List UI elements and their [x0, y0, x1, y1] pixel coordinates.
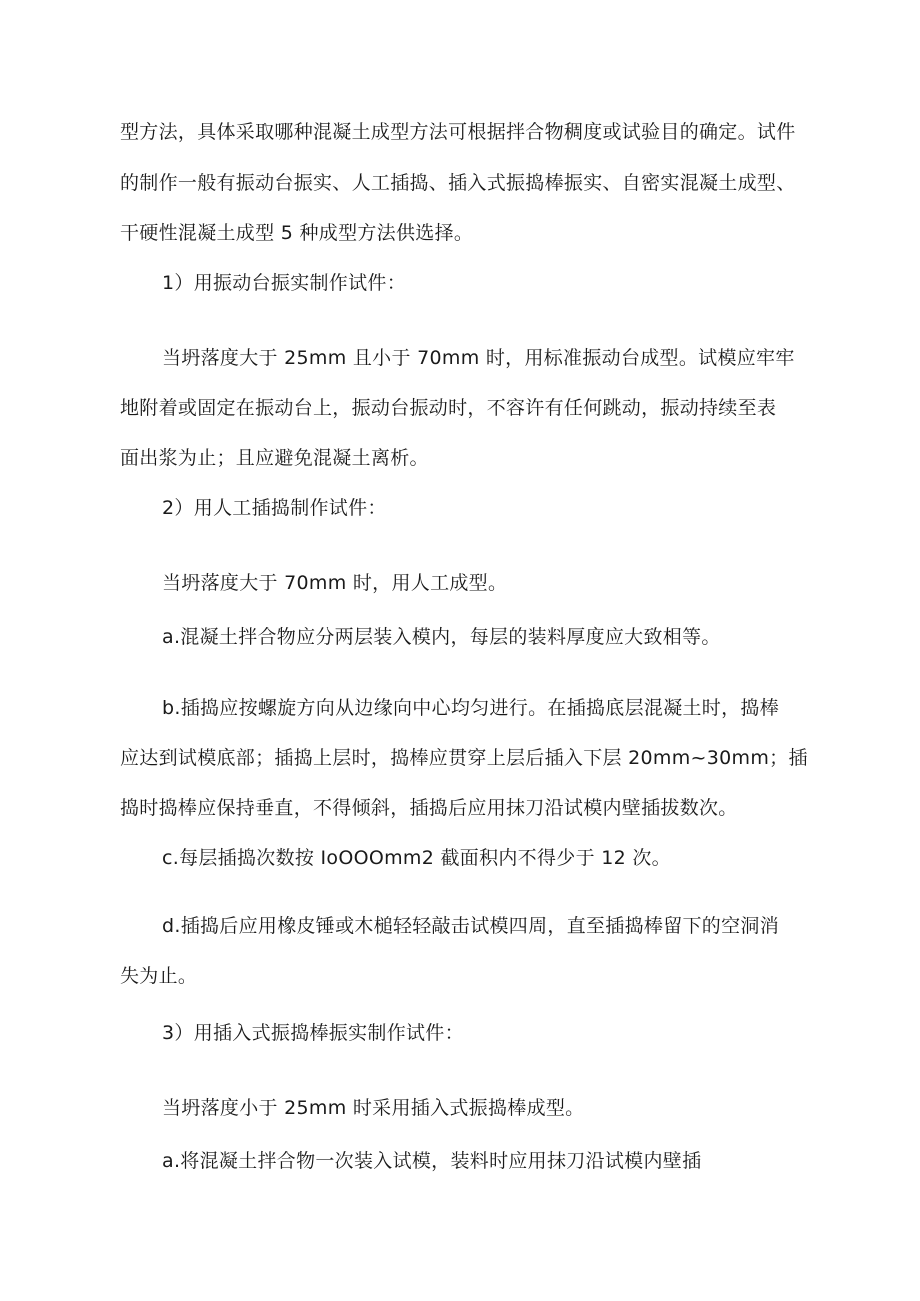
paragraph-7-line-1: b.插捣应按螺旋方向从边缘向中心均匀进行。在插捣底层混凝土时，捣棒 — [162, 697, 780, 719]
paragraph-3-line-3: 面出浆为止；且应避免混凝土离析。 — [120, 447, 429, 469]
section-heading-2: 2）用人工插捣制作试件： — [162, 497, 387, 519]
paragraph-1-line-3: 干硬性混凝土成型 5 种成型方法供选择。 — [120, 222, 474, 244]
paragraph-1-line-2: 的制作一般有振动台振实、人工插捣、插入式振捣棒振实、自密实混凝土成型、 — [120, 172, 796, 194]
paragraph-12-line-1: a.将混凝土拌合物一次装入试模，装料时应用抹刀沿试模内壁插 — [162, 1150, 702, 1172]
section-heading-1: 1）用振动台振实制作试件： — [162, 272, 406, 294]
paragraph-3-line-1: 当坍落度大于 25mm 且小于 70mm 时，用标准振动台成型。试模应牢牢 — [162, 347, 795, 369]
section-heading-3: 3）用插入式振捣棒振实制作试件： — [162, 1022, 464, 1044]
paragraph-3-line-2: 地附着或固定在振动台上，振动台振动时，不容许有任何跳动，振动持续至表 — [120, 397, 777, 419]
paragraph-1-line-1: 型方法，具体采取哪种混凝土成型方法可根据拌合物稠度或试验目的确定。试件 — [120, 121, 796, 143]
paragraph-8-line-1: c.每层插捣次数按 IoOOOmm2 截面积内不得少于 12 次。 — [162, 847, 671, 869]
paragraph-9-line-2: 失为止。 — [120, 965, 198, 987]
paragraph-7-line-3: 捣时捣棒应保持垂直，不得倾斜，插捣后应用抹刀沿试模内壁插拔数次。 — [120, 797, 738, 819]
paragraph-11-line-1: 当坍落度小于 25mm 时采用插入式振捣棒成型。 — [162, 1097, 585, 1119]
paragraph-6-line-1: a.混凝土拌合物应分两层装入模内，每层的装料厚度应大致相等。 — [162, 626, 721, 648]
paragraph-5-line-1: 当坍落度大于 70mm 时，用人工成型。 — [162, 572, 508, 594]
paragraph-7-line-2: 应达到试模底部；插捣上层时，捣棒应贯穿上层后插入下层 20mm~30mm；插 — [120, 747, 808, 769]
paragraph-9-line-1: d.插捣后应用橡皮锤或木槌轻轻敲击试模四周，直至插捣棒留下的空洞消 — [162, 915, 780, 937]
